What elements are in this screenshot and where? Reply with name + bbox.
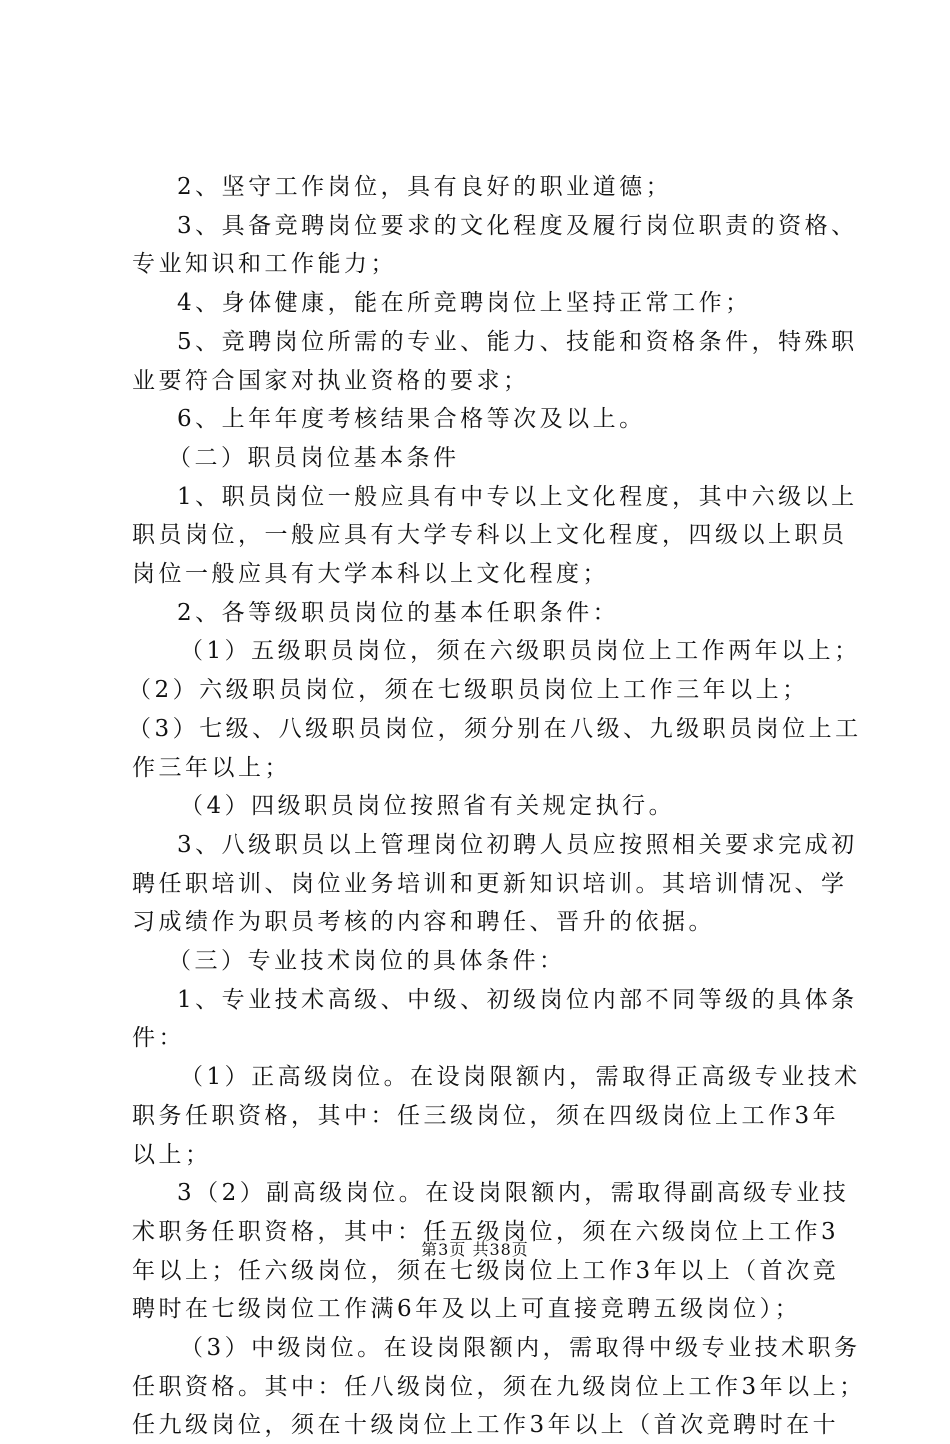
text-line: 5、竞聘岗位所需的专业、能力、技能和资格条件，特殊职 <box>177 329 858 355</box>
text-line: 件： <box>132 1025 185 1051</box>
text-line: 任九级岗位，须在十级岗位上工作3年以上（首次竞聘时在十 <box>132 1412 840 1438</box>
text-line: 2、坚守工作岗位，具有良好的职业道德； <box>177 174 673 200</box>
text-line: 习成绩作为职员考核的内容和聘任、晋升的依据。 <box>132 909 715 935</box>
text-line: 专业知识和工作能力； <box>132 251 397 277</box>
page-footer: 第3页 共38页 <box>421 1240 529 1259</box>
section-heading: （二）职员岗位基本条件 <box>168 445 460 471</box>
text-line: 聘时在七级岗位工作满6年及以上可直接竞聘五级岗位）； <box>132 1296 802 1322</box>
text-line: 1、专业技术高级、中级、初级岗位内部不同等级的具体条 <box>177 987 858 1013</box>
section-heading: （三）专业技术岗位的具体条件： <box>168 948 566 974</box>
text-line: （3）七级、八级职员岗位，须分别在八级、九级职员岗位上工 <box>128 716 862 742</box>
text-line: 6、上年年度考核结果合格等次及以上。 <box>177 406 646 432</box>
text-line: 年以上；任六级岗位，须在七级岗位上工作3年以上（首次竞 <box>132 1258 840 1284</box>
text-line: 3、八级职员以上管理岗位初聘人员应按照相关要求完成初 <box>177 832 858 858</box>
text-line: 业要符合国家对执业资格的要求； <box>132 368 530 394</box>
text-line: 4、身体健康，能在所竞聘岗位上坚持正常工作； <box>177 290 752 316</box>
text-line: 1、职员岗位一般应具有中专以上文化程度，其中六级以上 <box>177 484 858 510</box>
text-line: 3（2）副高级岗位。在设岗限额内，需取得副高级专业技 <box>177 1180 850 1206</box>
text-line: 职员岗位，一般应具有大学专科以上文化程度，四级以上职员 <box>132 522 848 548</box>
text-line: （4）四级职员岗位按照省有关规定执行。 <box>180 793 676 819</box>
text-line: 3、具备竞聘岗位要求的文化程度及履行岗位职责的资格、 <box>177 213 858 239</box>
text-line: 职务任职资格，其中：任三级岗位，须在四级岗位上工作3年 <box>132 1103 840 1129</box>
text-line: 聘任职培训、岗位业务培训和更新知识培训。其培训情况、学 <box>132 871 848 897</box>
text-line: 以上； <box>132 1142 212 1168</box>
text-line: 作三年以上； <box>132 755 291 781</box>
text-line: 岗位一般应具有大学本科以上文化程度； <box>132 561 609 587</box>
text-line: （1）五级职员岗位，须在六级职员岗位上工作两年以上； <box>180 638 861 664</box>
text-line: 任职资格。其中：任八级岗位，须在九级岗位上工作3年以上； <box>132 1374 866 1400</box>
text-line: （3）中级岗位。在设岗限额内，需取得中级专业技术职务 <box>180 1335 861 1361</box>
text-line: 2、各等级职员岗位的基本任职条件： <box>177 600 620 626</box>
text-line: 术职务任职资格，其中：任五级岗位，须在六级岗位上工作3 <box>132 1219 840 1245</box>
text-line: （1）正高级岗位。在设岗限额内，需取得正高级专业技术 <box>180 1064 861 1090</box>
text-line: （2）六级职员岗位，须在七级职员岗位上工作三年以上； <box>128 677 809 703</box>
